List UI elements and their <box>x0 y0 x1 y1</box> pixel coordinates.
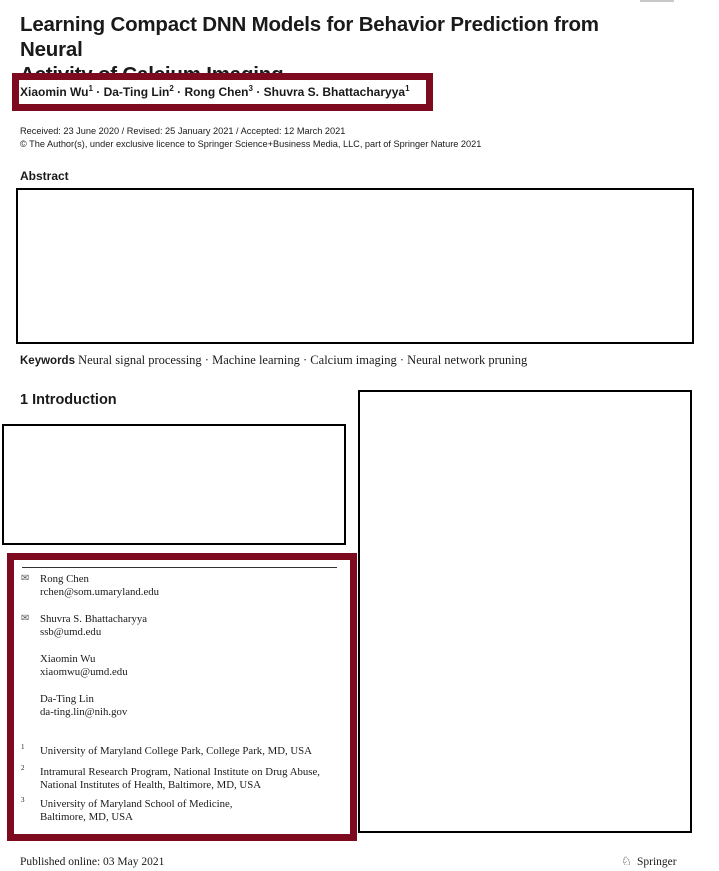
abstract-redaction-box <box>16 188 694 344</box>
contact-name: Da-Ting Lin <box>40 693 94 705</box>
introduction-right-redaction-box <box>358 390 692 833</box>
keywords-text: Neural signal processing · Machine learning · Calcium imaging · Neural network pruning <box>78 353 528 367</box>
contact-email[interactable]: xiaomwu@umd.edu <box>40 666 128 678</box>
contact-name: Rong Chen <box>40 573 89 585</box>
author-affiliation-mark: 3 <box>248 84 253 93</box>
affiliation-text: Intramural Research Program, National Institute on Drug Abuse, National Institutes of Health, Baltimore, MD, USA <box>40 766 320 791</box>
author-affiliation-mark: 1 <box>88 84 93 93</box>
published-online-date: Published online: 03 May 2021 <box>20 856 165 868</box>
keywords-line <box>20 353 527 368</box>
contact-entry <box>40 653 128 679</box>
author-name[interactable]: Xiaomin Wu <box>20 85 89 99</box>
affiliation-number: 2 <box>21 764 25 772</box>
author-list <box>20 84 410 99</box>
contact-entry <box>40 693 127 719</box>
author-separator: · <box>96 85 101 99</box>
keywords-label: Keywords <box>20 355 75 367</box>
author-affiliation-mark: 1 <box>405 84 410 93</box>
author-name[interactable]: Da-Ting Lin <box>103 85 170 99</box>
contact-entry <box>40 573 159 599</box>
envelope-icon: ✉ <box>21 613 30 624</box>
affiliation-number: 1 <box>21 743 25 751</box>
affiliation-text: University of Maryland College Park, College Park, MD, USA <box>40 745 312 757</box>
received-dates: Received: 23 June 2020 / Revised: 25 January 2021 / Accepted: 12 March 2021 <box>20 126 346 136</box>
contact-email[interactable]: da-ting.lin@nih.gov <box>40 706 128 718</box>
author-affiliation-mark: 2 <box>169 84 174 93</box>
contact-name: Shuvra S. Bhattacharyya <box>40 613 148 625</box>
abstract-heading: Abstract <box>20 169 69 183</box>
author-separator: · <box>177 85 182 99</box>
author-separator: · <box>256 85 261 99</box>
affiliation-text: University of Maryland School of Medicine, Baltimore, MD, USA <box>40 798 233 823</box>
envelope-icon: ✉ <box>21 573 30 584</box>
introduction-left-redaction-box <box>2 424 346 545</box>
contact-email[interactable]: rchen@som.umaryland.edu <box>40 586 160 598</box>
copyright-notice: © The Author(s), under exclusive licence to Springer Science+Business Media, LLC, part of Springer Nature 2021 <box>20 139 482 149</box>
springer-horse-icon: ♘ <box>621 854 632 868</box>
footnote-rule <box>22 567 337 568</box>
introduction-heading: 1 Introduction <box>20 392 117 408</box>
contact-email[interactable]: ssb@umd.edu <box>40 626 102 638</box>
page-corner-mark <box>640 0 674 2</box>
author-name[interactable]: Shuvra S. Bhattacharyya <box>263 85 406 99</box>
contact-name: Xiaomin Wu <box>40 653 96 665</box>
affiliation-number: 3 <box>21 796 25 804</box>
title-line-1: Learning Compact DNN Models for Behavior Prediction from Neural <box>20 13 599 61</box>
publication-history <box>20 125 481 151</box>
publisher-name: Springer <box>637 856 677 868</box>
contact-entry <box>40 613 147 639</box>
author-name[interactable]: Rong Chen <box>184 85 249 99</box>
